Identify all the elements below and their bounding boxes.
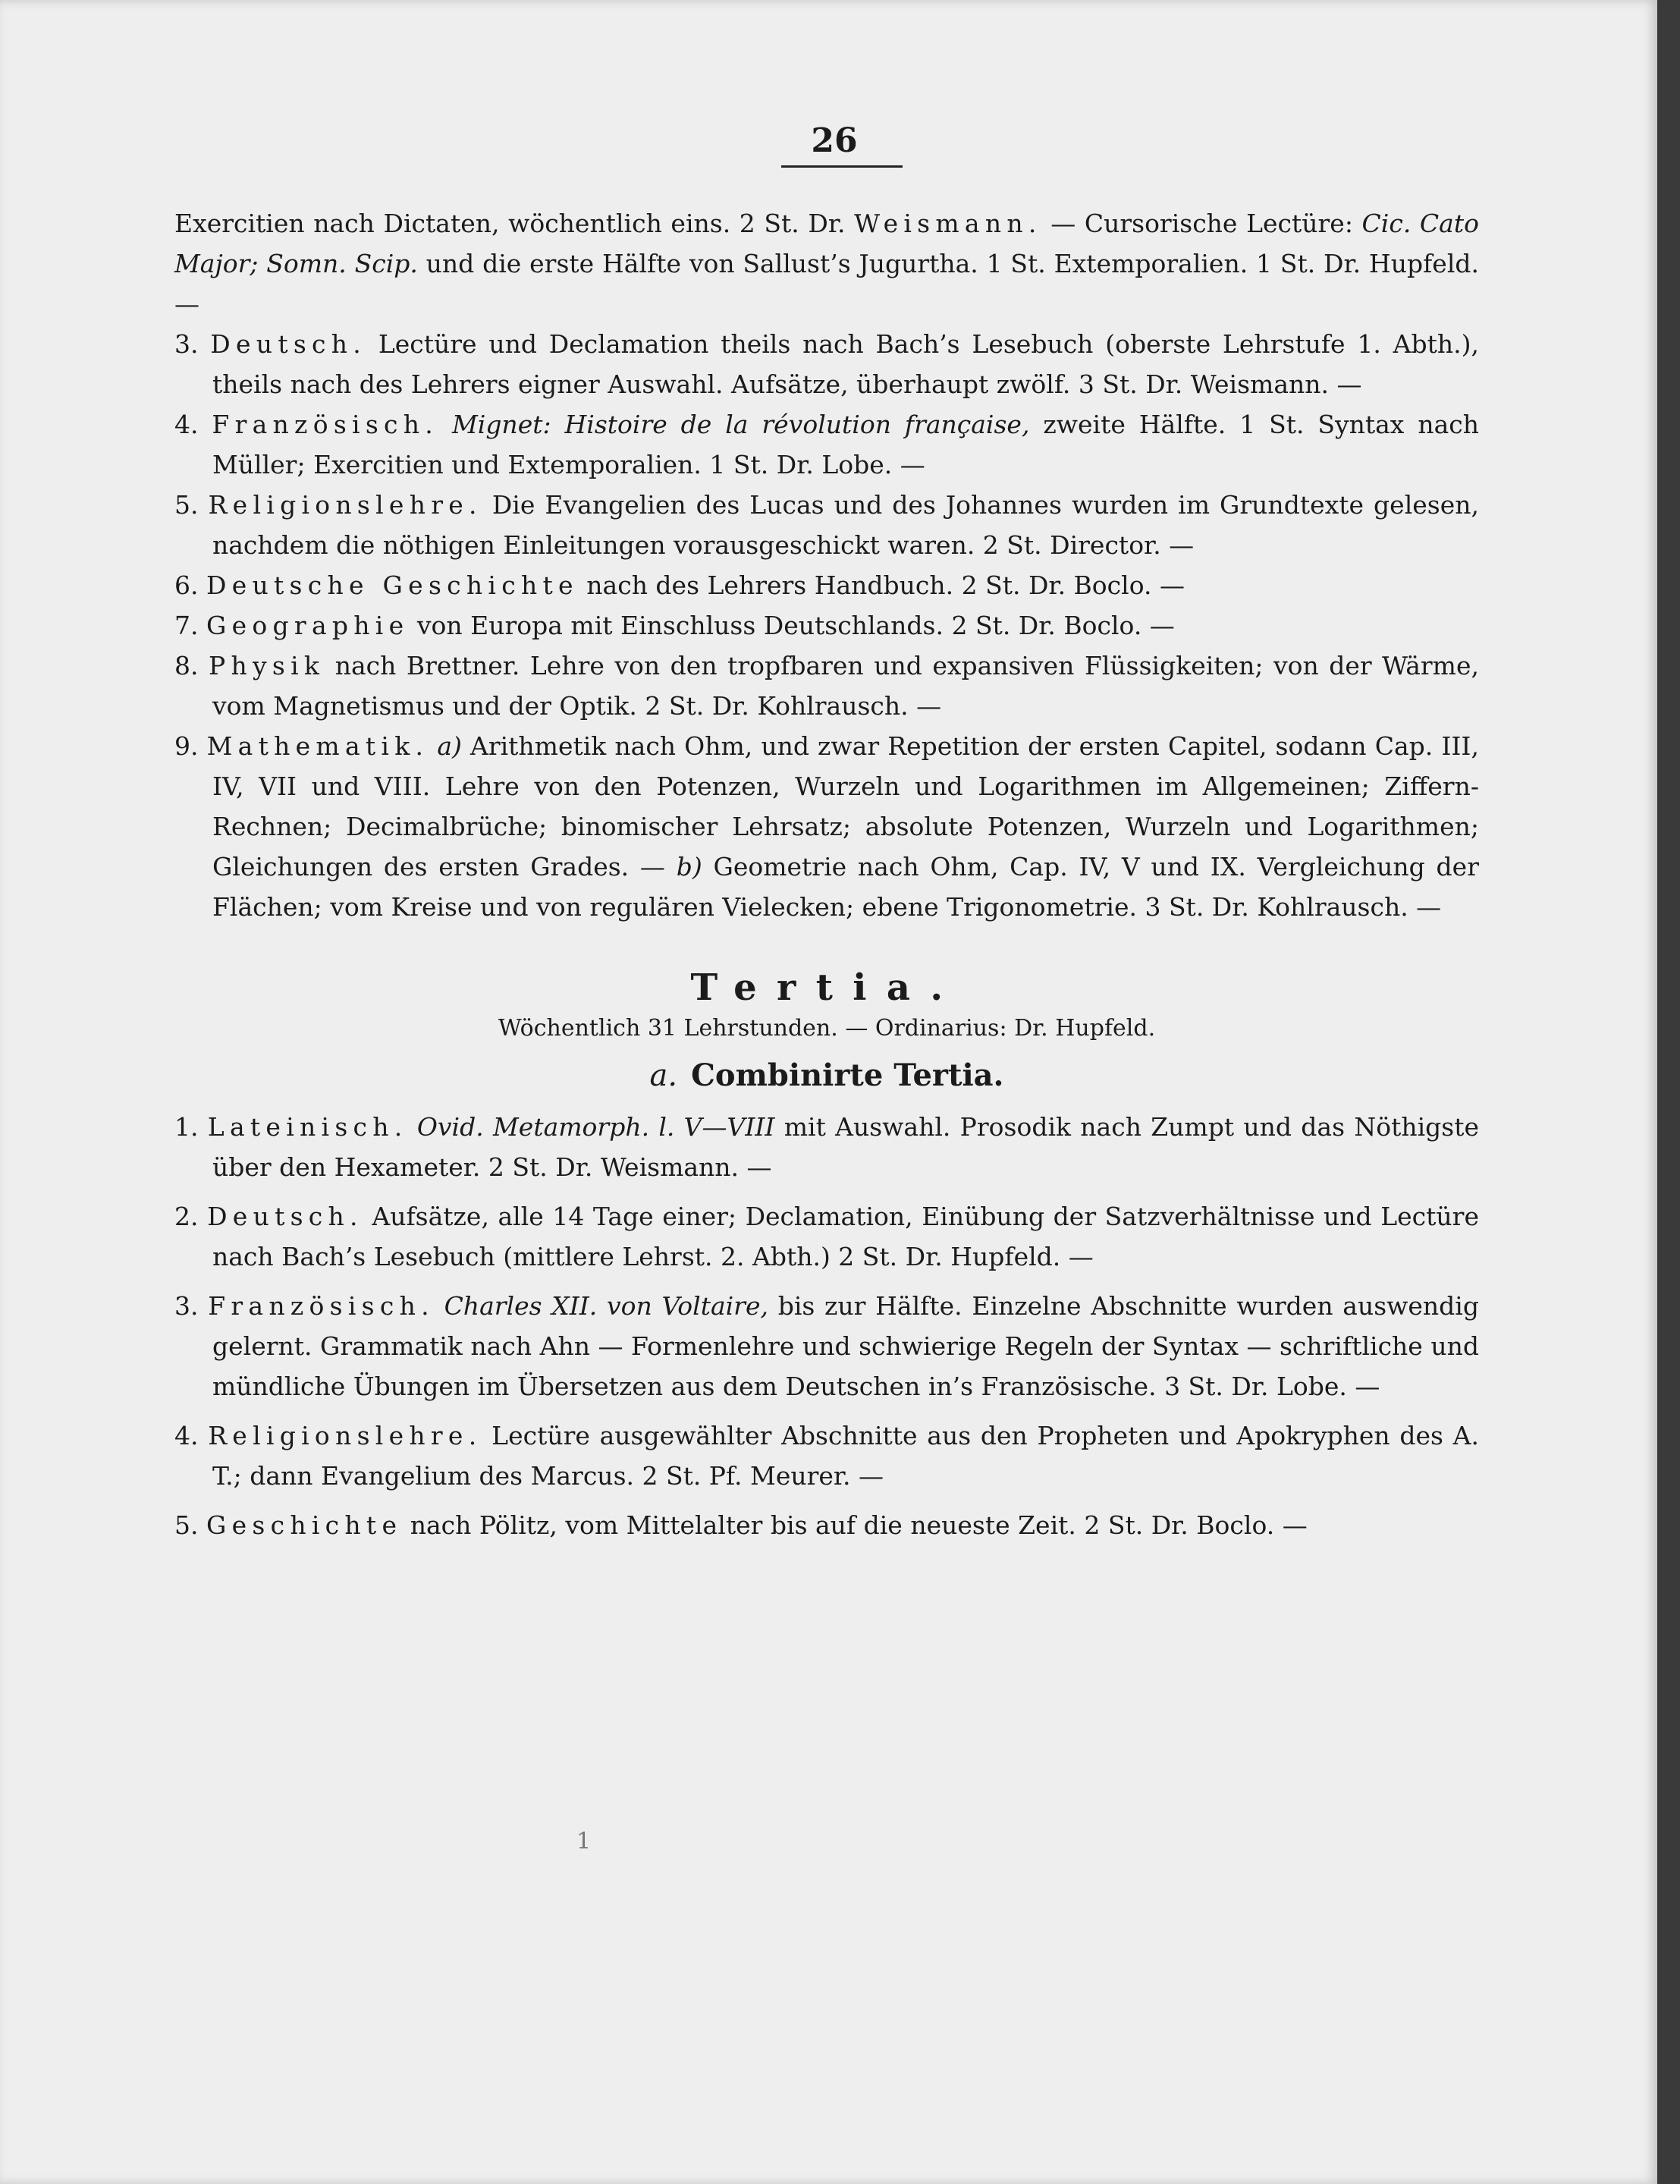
item-subject: Lateinisch. (207, 1112, 408, 1142)
item-text: nach des Lehrers Handbuch. 2 St. Dr. Boclo. — (586, 570, 1185, 600)
document-body (174, 203, 1479, 1545)
subsection-title: Combinirte Tertia. (691, 1057, 1004, 1093)
item-number: 4. (174, 410, 199, 439)
reading-title: Cic. Cato Major; Somn. Scip. (174, 209, 1479, 278)
subsection-heading (174, 1057, 1479, 1093)
item-text-a: Arithmetik nach Ohm, und zwar Repetition der ersten Capitel, sodann Cap. III, IV, VII und VIII. Lehre von den Potenzen, Wurzeln und Logarithmen im Allgemeinen; Ziffern-Rechnen; Decimalbrüche; binomischer Lehrsatz; absolute Potenzen, Wurzeln und Logarithmen; Gleichungen des ersten Grades. — (212, 731, 1479, 881)
list-item-geschichte-tertia (174, 1505, 1479, 1545)
item-number: 6. (174, 570, 199, 600)
item-text: zweite Hälfte. 1 St. Syntax nach Müller; Exercitien und Extemporalien. 1 St. Dr. Lobe. — (212, 410, 1479, 479)
item-subject: Religionslehre. (208, 1421, 482, 1450)
item-number: 9. (174, 731, 199, 761)
list-item-religionslehre (174, 485, 1479, 565)
item-number: 3. (174, 1291, 199, 1321)
item-text: Aufsätze, alle 14 Tage einer; Declamation, Einübung der Satzverhältnisse und Lectüre nach Bach’s Lesebuch (mittlere Lehrst. 2. Abth.) 2 St. Dr. Hupfeld. — (212, 1202, 1479, 1271)
item-italic-title: Ovid. Metamorph. l. V—VIII (416, 1112, 775, 1142)
list-item-franzoesisch (174, 404, 1479, 485)
continuation-lead: Exercitien nach Dictaten, wöchentlich eins. 2 St. Dr. (174, 209, 855, 238)
item-number: 1. (174, 1112, 199, 1142)
list-item-mathematik (174, 726, 1479, 927)
item-text: bis zur Hälfte. Einzelne Abschnitte wurden auswendig gelernt. Grammatik nach Ahn — Formenlehre und schwierige Regeln der Syntax — schriftliche und mündliche Übungen im Übersetzen aus dem Deutschen in’s Französische. 3 St. Dr. Lobe. — (212, 1291, 1479, 1401)
spacer (174, 1277, 1479, 1286)
spacer (174, 1187, 1479, 1196)
item-number: 5. (174, 1510, 199, 1540)
page-number: 26 (811, 121, 858, 160)
item-subject: Deutsch. (210, 329, 367, 359)
item-number: 7. (174, 611, 199, 640)
item-subject: Deutsch. (207, 1202, 363, 1231)
item-subject: Physik (209, 651, 325, 680)
section-info: Wöchentlich 31 Lehrstunden. — Ordinarius: Dr. Hupfeld. (498, 1015, 1156, 1042)
item-text: mit Auswahl. Prosodik nach Zumpt und das Nöthigste über den Hexameter. 2 St. Dr. Weismann. — (212, 1112, 1479, 1182)
item-number: 8. (174, 651, 199, 680)
list-item-lateinisch (174, 1107, 1479, 1187)
item-text: Die Evangelien des Lucas und des Johannes wurden im Grundtexte gelesen, nachdem die nöthigen Einleitungen vorausgeschickt waren. 2 St. Director. — (212, 490, 1479, 560)
item-subject: Deutsche Geschichte (206, 570, 579, 600)
item-subject: Religionslehre. (208, 490, 482, 520)
item-text: nach Brettner. Lehre von den tropfbaren und expansiven Flüssigkeiten; von der Wärme, vom Magnetismus und der Optik. 2 St. Dr. Kohlrausch. — (212, 651, 1479, 721)
continuation-tail: — Cursorische Lectüre: (1041, 209, 1362, 238)
item-italic-title: Mignet: Histoire de la révolution française, (451, 410, 1030, 439)
item-text: von Europa mit Einschluss Deutschlands. 2 St. Dr. Boclo. — (416, 611, 1175, 640)
page-number-rule (781, 165, 903, 168)
section-heading: Tertia. (690, 966, 963, 1009)
sub-label-a: a) (437, 731, 462, 761)
continuation-paragraph (174, 203, 1479, 324)
item-number: 4. (174, 1421, 199, 1450)
item-italic-title: Charles XII. von Voltaire, (444, 1291, 768, 1321)
spacer (174, 1496, 1479, 1505)
continuation-tail2: und die erste Hälfte von Sallust’s Jugurtha. 1 St. Extemporalien. 1 St. Dr. Hupfeld. — (174, 249, 1479, 319)
list-item-deutsch (174, 324, 1479, 404)
list-item-physik (174, 646, 1479, 726)
list-item-religionslehre-tertia (174, 1416, 1479, 1496)
item-subject: Französisch. (208, 1291, 435, 1321)
item-text: nach Pölitz, vom Mittelalter bis auf die neueste Zeit. 2 St. Dr. Boclo. — (410, 1510, 1308, 1540)
list-item-deutsch-tertia (174, 1196, 1479, 1277)
list-item-franzoesisch-tertia (174, 1286, 1479, 1406)
item-subject: Mathematik. (206, 731, 429, 761)
item-number: 3. (174, 329, 199, 359)
item-subject: Geographie (206, 611, 410, 640)
list-item-geographie (174, 605, 1479, 646)
list-item-deutsche-geschichte (174, 565, 1479, 605)
teacher-name: Weismann. (854, 209, 1042, 238)
item-text: Lectüre ausgewählter Abschnitte aus den Propheten und Apokryphen des A. T.; dann Evangelium des Marcus. 2 St. Pf. Meurer. — (212, 1421, 1479, 1491)
stray-mark: 1 (576, 1828, 592, 1855)
item-subject: Geschichte (206, 1510, 403, 1540)
scan-edge-shadow (1657, 0, 1680, 2184)
item-subject: Französisch. (212, 410, 439, 439)
item-text-b: Geometrie nach Ohm, Cap. IV, V und IX. Vergleichung der Flächen; vom Kreise und von regulären Vielecken; ebene Trigonometrie. 3 St. Dr. Kohlrausch. — (212, 852, 1479, 922)
item-number: 5. (174, 490, 199, 520)
item-text: Lectüre und Declamation theils nach Bach’s Lesebuch (oberste Lehrstufe 1. Abth.), theils nach des Lehrers eigner Auswahl. Aufsätze, überhaupt zwölf. 3 St. Dr. Weismann. — (212, 329, 1479, 399)
sub-label-b: b) (676, 852, 702, 881)
subsection-label: a. (649, 1058, 678, 1093)
item-number: 2. (174, 1202, 199, 1231)
spacer (174, 1406, 1479, 1416)
